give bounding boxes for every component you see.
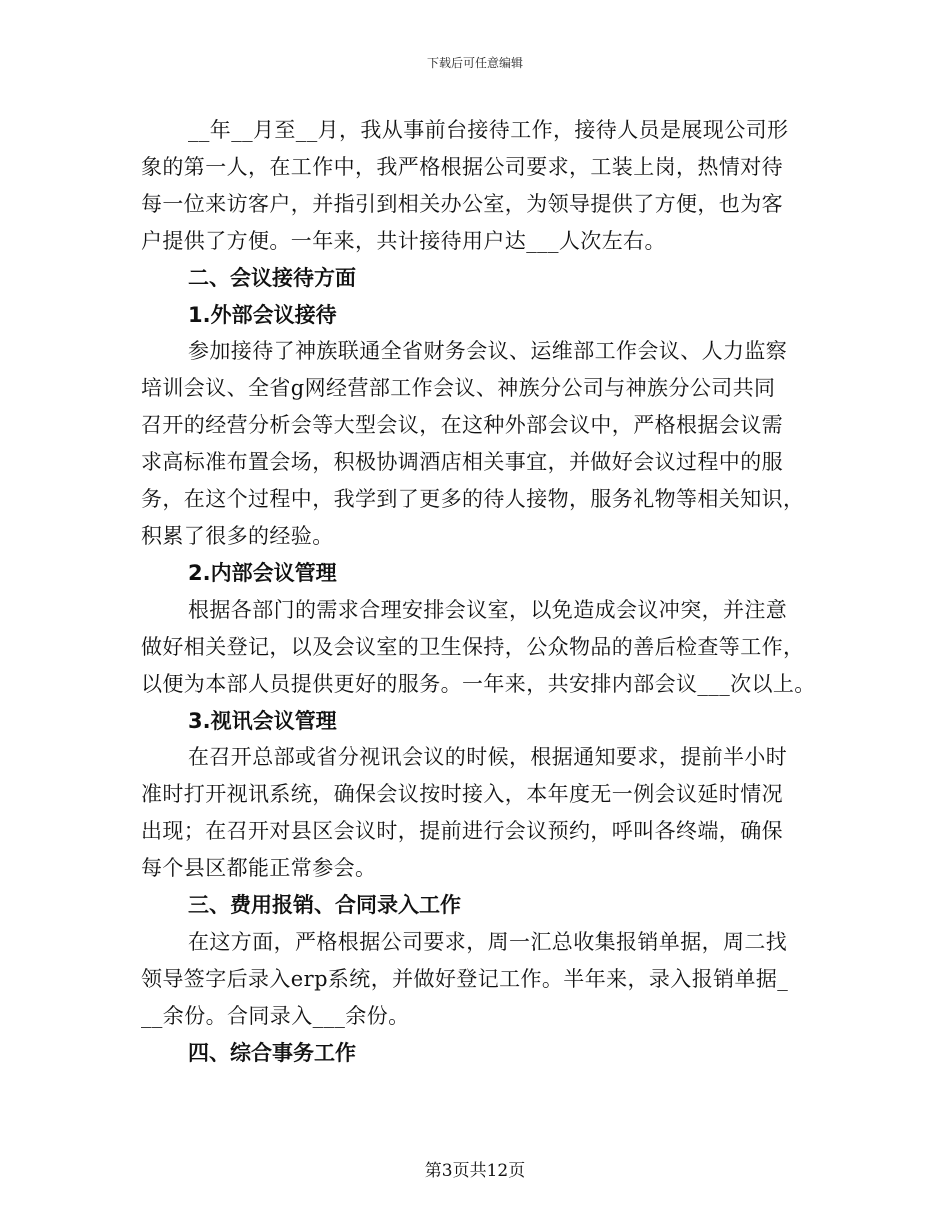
section-heading: 四、综合事务工作 bbox=[188, 1040, 356, 1065]
paragraph bbox=[141, 333, 821, 554]
paragraph-line: 培训会议、全省g网经营部工作会议、神族分公司与神族分公司共同 bbox=[141, 376, 776, 401]
paragraph-line: 每个县区都能正常参会。 bbox=[141, 856, 377, 881]
paragraph-line: 每一位来访客户，并指引到相关办公室，为领导提供了方便，也为客 bbox=[141, 191, 783, 216]
section-heading: 3.视讯会议管理 bbox=[188, 708, 337, 733]
paragraph-line: 在召开总部或省分视讯会议的时候，根据通知要求，提前半小时 bbox=[188, 745, 788, 770]
paragraph-line: 求高标准布置会场，积极协调酒店相关事宜，并做好会议过程中的服 bbox=[141, 450, 783, 475]
section-heading: 三、费用报销、合同录入工作 bbox=[188, 893, 461, 918]
paragraph bbox=[141, 739, 821, 887]
paragraph-line: 参加接待了神族联通全省财务会议、运维部工作会议、人力监察 bbox=[188, 339, 788, 364]
paragraph-line: __余份。合同录入___余份。 bbox=[141, 1003, 410, 1028]
section-heading: 1.外部会议接待 bbox=[188, 302, 337, 327]
paragraph-line: 出现；在召开对县区会议时，提前进行会议预约，呼叫各终端，确保 bbox=[141, 819, 783, 844]
paragraph-line: 象的第一人，在工作中，我严格根据公司要求，工装上岗，热情对待 bbox=[141, 154, 783, 179]
document-body bbox=[141, 112, 821, 1072]
paragraph bbox=[141, 924, 821, 1035]
paragraph-line: 领导签字后录入erp系统，并做好登记工作。半年来，录入报销单据_ bbox=[141, 966, 789, 991]
paragraph bbox=[141, 112, 821, 260]
paragraph-line: 以便为本部人员提供更好的服务。一年来，共安排内部会议___次以上。 bbox=[141, 671, 816, 696]
paragraph-line: 召开的经营分析会等大型会议，在这种外部会议中，严格根据会议需 bbox=[141, 413, 783, 438]
paragraph bbox=[141, 592, 821, 703]
paragraph-line: 在这方面，严格根据公司要求，周一汇总收集报销单据，周二找 bbox=[188, 929, 788, 954]
paragraph-line: 做好相关登记，以及会议室的卫生保持，公众物品的善后检查等工作， bbox=[141, 634, 805, 659]
section-heading: 二、会议接待方面 bbox=[188, 265, 356, 290]
paragraph-line: __年__月至__月，我从事前台接待工作，接待人员是展现公司形 bbox=[188, 118, 789, 142]
paragraph-line: 务，在这个过程中，我学到了更多的待人接物，服务礼物等相关知识， bbox=[141, 487, 805, 512]
paragraph-line: 准时打开视讯系统，确保会议按时接入，本年度无一例会议延时情况 bbox=[141, 782, 783, 807]
page-header: 下载后可任意编辑 bbox=[426, 56, 523, 70]
paragraph-line: 积累了很多的经验。 bbox=[141, 523, 334, 548]
section-heading: 2.内部会议管理 bbox=[188, 560, 337, 585]
paragraph-line: 根据各部门的需求合理安排会议室，以免造成会议冲突，并注意 bbox=[188, 597, 788, 622]
page-footer: 第3页共12页 bbox=[424, 1161, 526, 1181]
paragraph-line: 户提供了方便。一年来，共计接待用户达___人次左右。 bbox=[141, 228, 666, 253]
